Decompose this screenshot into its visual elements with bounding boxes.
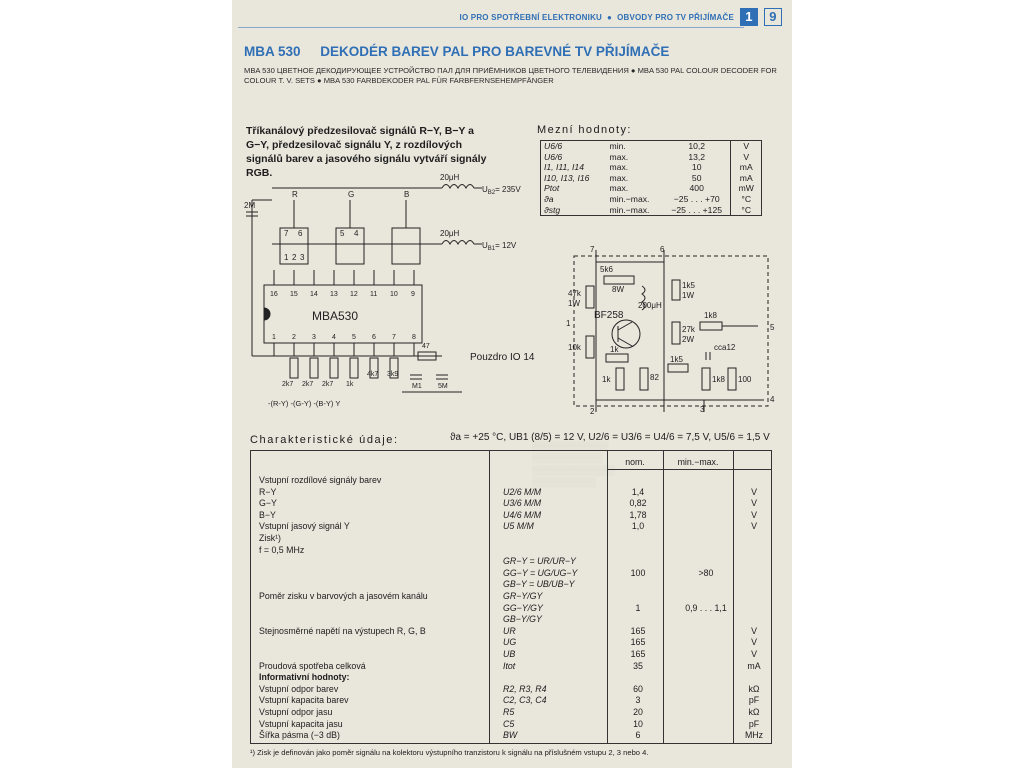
- node-label: 5: [770, 323, 775, 332]
- output-b-label: B: [404, 190, 410, 199]
- resistor-g-y: [310, 358, 318, 378]
- output-g-label: G: [348, 190, 355, 199]
- char-row-sym: GB−Y = UB/UB−Y: [503, 579, 575, 590]
- limits-unit: V: [731, 152, 762, 163]
- comp-label: 82: [650, 373, 659, 382]
- resistor-b-y: [330, 358, 338, 378]
- char-row-sym: UG: [503, 637, 517, 648]
- title-code: MBA 530: [244, 44, 301, 59]
- char-row-unit: kΩ: [748, 707, 760, 717]
- comp-label: 8W: [612, 285, 624, 294]
- comp-label: 1k5: [670, 355, 683, 364]
- char-row-nom: 1,4: [631, 486, 645, 497]
- comp-label: 2W: [682, 335, 694, 344]
- l2-supply: $U_{B1}= 12V$: [482, 241, 517, 252]
- char-row-nom: 100: [630, 567, 646, 578]
- limits-symbol: ϑstg: [544, 204, 561, 215]
- char-row-nom: 165: [630, 649, 646, 659]
- char-row-sym: C2, C3, C4: [503, 695, 547, 706]
- char-row-unit: pF: [748, 718, 760, 729]
- stage-mark: 4: [354, 229, 359, 238]
- char-row-sym: R5: [503, 707, 515, 717]
- title-name: DEKODÉR BAREV PAL PRO BAREVNÉ TV PŘIJÍMAČE: [320, 44, 670, 59]
- page-number-box-a: 1: [740, 8, 758, 26]
- char-row-sym: GG−Y/GY: [503, 602, 543, 613]
- comp-label: 1k: [602, 375, 611, 384]
- limits-symbol: U6/6: [544, 141, 563, 151]
- char-row-unit: V: [751, 637, 757, 648]
- char-row-label: Vstupní kapacita barev: [259, 695, 349, 706]
- char-row-sym: U4/6 M/M: [503, 509, 542, 520]
- resistor-label: 1k: [346, 381, 354, 388]
- pin-label: 13: [330, 291, 338, 298]
- limits-unit: mW: [731, 183, 762, 194]
- comp-label: cca12: [714, 343, 736, 352]
- l1-label: 20μH: [440, 173, 460, 182]
- comp-label: 1k5: [682, 281, 695, 290]
- char-row-nom: 60: [633, 683, 643, 694]
- limits-kind: max.: [609, 162, 629, 173]
- limits-value: 13,2: [688, 151, 706, 162]
- limits-symbol: U6/6: [544, 151, 563, 162]
- char-row-label: f = 0,5 MHz: [259, 544, 305, 555]
- pin-label: 8: [412, 334, 416, 341]
- char-row-sym: BW: [503, 730, 518, 741]
- limits-row: [541, 183, 762, 194]
- char-row-label: Šířka pásma (−3 dB): [259, 730, 340, 741]
- comp-label: 27k: [682, 325, 695, 334]
- limits-kind: max.: [609, 151, 629, 162]
- char-row-sym: C5: [503, 718, 515, 729]
- resistor-1k5: [672, 280, 680, 300]
- char-row-label: Vstupní odpor barev: [259, 683, 339, 694]
- limits-kind: min.−max.: [609, 204, 650, 215]
- comp-label: 200μH: [638, 301, 662, 310]
- char-row-unit: V: [751, 486, 757, 497]
- char-row-sym: UR: [503, 625, 516, 636]
- resistor-27k: [672, 322, 680, 344]
- char-row-label: Vstupní kapacita jasu: [259, 718, 343, 729]
- node-label: 7: [590, 245, 595, 254]
- node-label: 3: [700, 405, 705, 414]
- resistor-1k8-top: [700, 322, 722, 330]
- limits-row: [541, 162, 762, 173]
- resistor-47k: [586, 286, 594, 308]
- pin-label: 15: [290, 291, 298, 298]
- char-row-nom: 165: [630, 637, 646, 648]
- char-row-mm: 0,9 . . . 1,1: [685, 602, 727, 613]
- multilingual-subtitle: MBA 530 ЦВЕТНОЕ ДЕКОДИРУЮЩЕЕ УСТРОЙСТВО ПАЛ ДЛЯ ПРИЁМНИКОВ ЦВЕТНОГО ТЕЛЕВИДЕНИЯ ● MBA 530 PAL COLOUR DECODER FOR COLOUR T. V. SETS ● MBA 530 FARBDEKODER PAL FÜR FARBFERNSEHEMPFÄNGER: [244, 66, 777, 85]
- comp-label: 100: [738, 375, 752, 384]
- running-header: [460, 8, 782, 26]
- output-stage-b: [392, 200, 420, 264]
- l2-label: 20μH: [440, 229, 460, 238]
- char-row-label: B−Y: [259, 509, 276, 520]
- col-minmax-header: min.−max.: [677, 457, 719, 467]
- limits-row: [541, 205, 762, 216]
- cap-label: 5M: [438, 383, 448, 390]
- char-row-unit: mA: [747, 660, 761, 671]
- col-nom-header: nom.: [625, 457, 645, 467]
- char-row-unit: pF: [748, 695, 760, 706]
- comp-label: 5k6: [600, 265, 613, 274]
- stage-mark: 5: [340, 229, 345, 238]
- output-r-label: R: [292, 190, 298, 199]
- stage-mark: 3: [300, 253, 305, 262]
- char-row-label: R−Y: [259, 486, 277, 497]
- char-row-nom: 1: [635, 602, 641, 613]
- comp-label: 1W: [682, 291, 694, 300]
- input-labels: -(R-Y) -(G-Y) -(B-Y) Y: [268, 399, 341, 408]
- l1-supply: $U_{B2}= 235V$: [482, 185, 521, 196]
- inductor-l2: [442, 241, 474, 245]
- pin-label: 6: [372, 334, 376, 341]
- cap-label: 2M: [244, 201, 256, 210]
- comp-label: 1W: [568, 299, 580, 308]
- limits-value: −25 . . . +70: [673, 193, 720, 204]
- limits-symbol: Ptot: [544, 183, 560, 194]
- limits-kind: max.: [609, 183, 629, 194]
- stage-mark: 1: [284, 253, 289, 262]
- package-label: Pouzdro IO 14: [470, 352, 535, 363]
- resistor-100: [728, 368, 736, 390]
- char-row-sym: U5 M/M: [503, 521, 534, 532]
- char-row-unit: kΩ: [748, 683, 760, 694]
- char-row-sym: UB: [503, 649, 516, 659]
- resistor-10k: [586, 336, 594, 358]
- header-section: IO PRO SPOTŘEBNÍ ELEKTRONIKU: [459, 12, 603, 22]
- char-row-label: Poměr zisku v barvových a jasovém kanálu: [259, 591, 428, 601]
- characteristics-table: [250, 450, 772, 744]
- resistor-1k8-b: [702, 368, 710, 390]
- ic-top-pins: [274, 270, 414, 285]
- page-number-box-b: 9: [764, 8, 782, 26]
- limits-unit: mA: [731, 173, 762, 184]
- limits-row: [541, 173, 762, 184]
- resistor-label: 2k7: [322, 381, 334, 388]
- comp-label: 47k: [568, 289, 581, 298]
- limits-unit: mA: [731, 162, 762, 173]
- char-row-sym: R2, R3, R4: [503, 683, 547, 694]
- limits-table: [540, 140, 762, 216]
- bleed-through-texture: ▒▒▒▒▒▒▒▒▒▒▒▒ ▒▒▒▒▒▒▒▒▒▒▒ ▒▒▒▒▒▒▒▒▒▒▒▒▒ ▒▒▒▒▒▒▒▒▒▒: [532, 441, 615, 487]
- limits-kind: min.−max.: [609, 193, 650, 204]
- char-row-unit: V: [751, 625, 757, 636]
- stage-mark: 6: [298, 229, 303, 238]
- char-row-unit: V: [751, 521, 757, 532]
- char-row-unit: V: [751, 509, 757, 520]
- node-label: 2: [590, 407, 595, 416]
- char-row-sym: U3/6 M/M: [503, 498, 542, 509]
- pin-label: 12: [350, 291, 358, 298]
- pin-label: 14: [310, 291, 318, 298]
- internal-schematic: [564, 242, 784, 417]
- resistor-1k: [606, 354, 628, 362]
- resistor-82: [640, 368, 648, 390]
- document-title: [244, 44, 669, 59]
- stage-mark: 7: [284, 229, 289, 238]
- node-label: 6: [660, 245, 665, 254]
- pin-label: 5: [352, 334, 356, 341]
- limits-row: [541, 141, 762, 152]
- node-label: 1: [566, 319, 571, 328]
- comp-label: 1k: [610, 345, 619, 354]
- char-row-nom: 1,78: [629, 509, 647, 520]
- application-schematic: [242, 170, 542, 415]
- resistor-5k6: [604, 276, 634, 284]
- char-row-nom: 0,82: [629, 498, 647, 509]
- bullet-icon: ●: [607, 12, 613, 22]
- limits-kind: max.: [609, 172, 629, 183]
- limits-kind: min.: [609, 141, 626, 151]
- intro-paragraph: Tříkanálový předzesilovač signálů R−Y, B−Y a G−Y, předzesilovač signálu Y, z rozdílových signálů barev a jasového signálu vytváří signály RGB.: [246, 125, 487, 179]
- pin-label: 7: [392, 334, 396, 341]
- char-row-label: Informativní hodnoty:: [259, 672, 350, 683]
- datasheet-page: [232, 0, 792, 768]
- char-row-label: Vstupní rozdílové signály barev: [259, 475, 382, 485]
- resistor-label: 2k7: [282, 381, 294, 388]
- pin-label: 16: [270, 291, 278, 298]
- pin-label: 3: [312, 334, 316, 341]
- limits-symbol: I10, I13, I16: [544, 172, 590, 183]
- pin-label: 4: [332, 334, 336, 341]
- char-row-sym: GR−Y/GY: [503, 591, 543, 601]
- char-row-sym: GR−Y = UR/UR−Y: [503, 556, 576, 567]
- char-row-nom: 165: [630, 625, 646, 636]
- char-row-sym: U2/6 M/M: [503, 486, 542, 497]
- limits-value: 10: [691, 162, 702, 173]
- limits-row: [541, 194, 762, 205]
- limits-unit: °C: [731, 194, 762, 205]
- header-rule: [238, 27, 744, 28]
- char-row-label: Zisk¹): [259, 533, 281, 543]
- transistor-bf258: [612, 320, 640, 348]
- measurement-conditions: ϑa = +25 °C, UB1 (8/5) = 12 V, U2/6 = U3/6 = U4/6 = 7,5 V, U5/6 = 1,5 V: [450, 432, 770, 443]
- char-row-nom: 3: [635, 695, 641, 706]
- resistor-label: 47: [422, 343, 430, 350]
- pin-label: 2: [292, 334, 296, 341]
- char-row-unit: V: [751, 649, 757, 659]
- resistor-1k5-b: [668, 364, 688, 372]
- limits-value: −25 . . . +125: [671, 204, 723, 215]
- char-row-sym: GG−Y = UG/UG−Y: [503, 567, 578, 578]
- pin-label: 9: [411, 291, 415, 298]
- char-row-nom: 1,0: [631, 521, 645, 532]
- stage-mark: 2: [292, 253, 297, 262]
- ic-bottom-pins: [274, 343, 414, 356]
- char-row-nom: 20: [633, 707, 643, 717]
- char-row-nom: 10: [633, 718, 643, 729]
- limits-title: Mezní hodnoty:: [537, 124, 632, 136]
- resistor-1k-b: [616, 368, 624, 390]
- comp-label: 10k: [568, 343, 581, 352]
- resistor-y: [350, 358, 358, 378]
- limits-symbol: ϑa: [544, 193, 554, 204]
- char-row-label: Stejnosměrné napětí na výstupech R, G, B: [259, 625, 426, 636]
- char-row-sym: Itot: [503, 660, 516, 671]
- header-subsection: OBVODY PRO TV PŘIJÍMAČE: [617, 12, 734, 22]
- limits-symbol: I1, I11, I14: [544, 162, 584, 173]
- char-row-mm: >80: [698, 567, 714, 578]
- char-row-label: Proudová spotřeba celková: [259, 660, 366, 671]
- comp-label: 1k8: [712, 375, 725, 384]
- comp-label: 1k8: [704, 311, 717, 320]
- resistor-r-y: [290, 358, 298, 378]
- char-row-label: Vstupní odpor jasu: [259, 707, 333, 717]
- pin-label: 10: [390, 291, 398, 298]
- pin-label: 11: [370, 291, 378, 298]
- node-label: 4: [770, 395, 775, 404]
- char-row-unit: V: [751, 498, 757, 509]
- inductor-l1: [442, 185, 474, 189]
- limits-row: [541, 152, 762, 163]
- limits-value: 400: [689, 183, 704, 194]
- char-row-nom: 6: [635, 730, 641, 741]
- char-row-label: G−Y: [259, 498, 277, 509]
- footnote: ¹) Zisk je definován jako poměr signálu na kolektoru výstupního tranzistoru k signálu na příslušném vstupu 2, 3 nebo 4.: [250, 748, 649, 757]
- char-row-label: Vstupní jasový signál Y: [259, 521, 350, 532]
- characteristics-title: Charakteristické údaje:: [250, 434, 399, 446]
- pin-label: 1: [272, 334, 276, 341]
- ic-name: MBA530: [312, 309, 359, 323]
- limits-unit: V: [731, 141, 762, 152]
- limits-unit: °C: [731, 205, 762, 216]
- resistor-label: 2k7: [302, 381, 314, 388]
- limits-value: 10,2: [688, 141, 706, 151]
- transistor-label: BF258: [594, 310, 624, 321]
- char-row-unit: MHz: [744, 730, 764, 741]
- limits-value: 50: [691, 172, 702, 183]
- cap-label: M1: [412, 383, 422, 390]
- char-row-sym: GB−Y/GY: [503, 614, 542, 625]
- char-row-nom: 35: [633, 660, 643, 671]
- resistor-label: 3k9: [387, 371, 399, 378]
- resistor-label: 4k7: [367, 371, 379, 378]
